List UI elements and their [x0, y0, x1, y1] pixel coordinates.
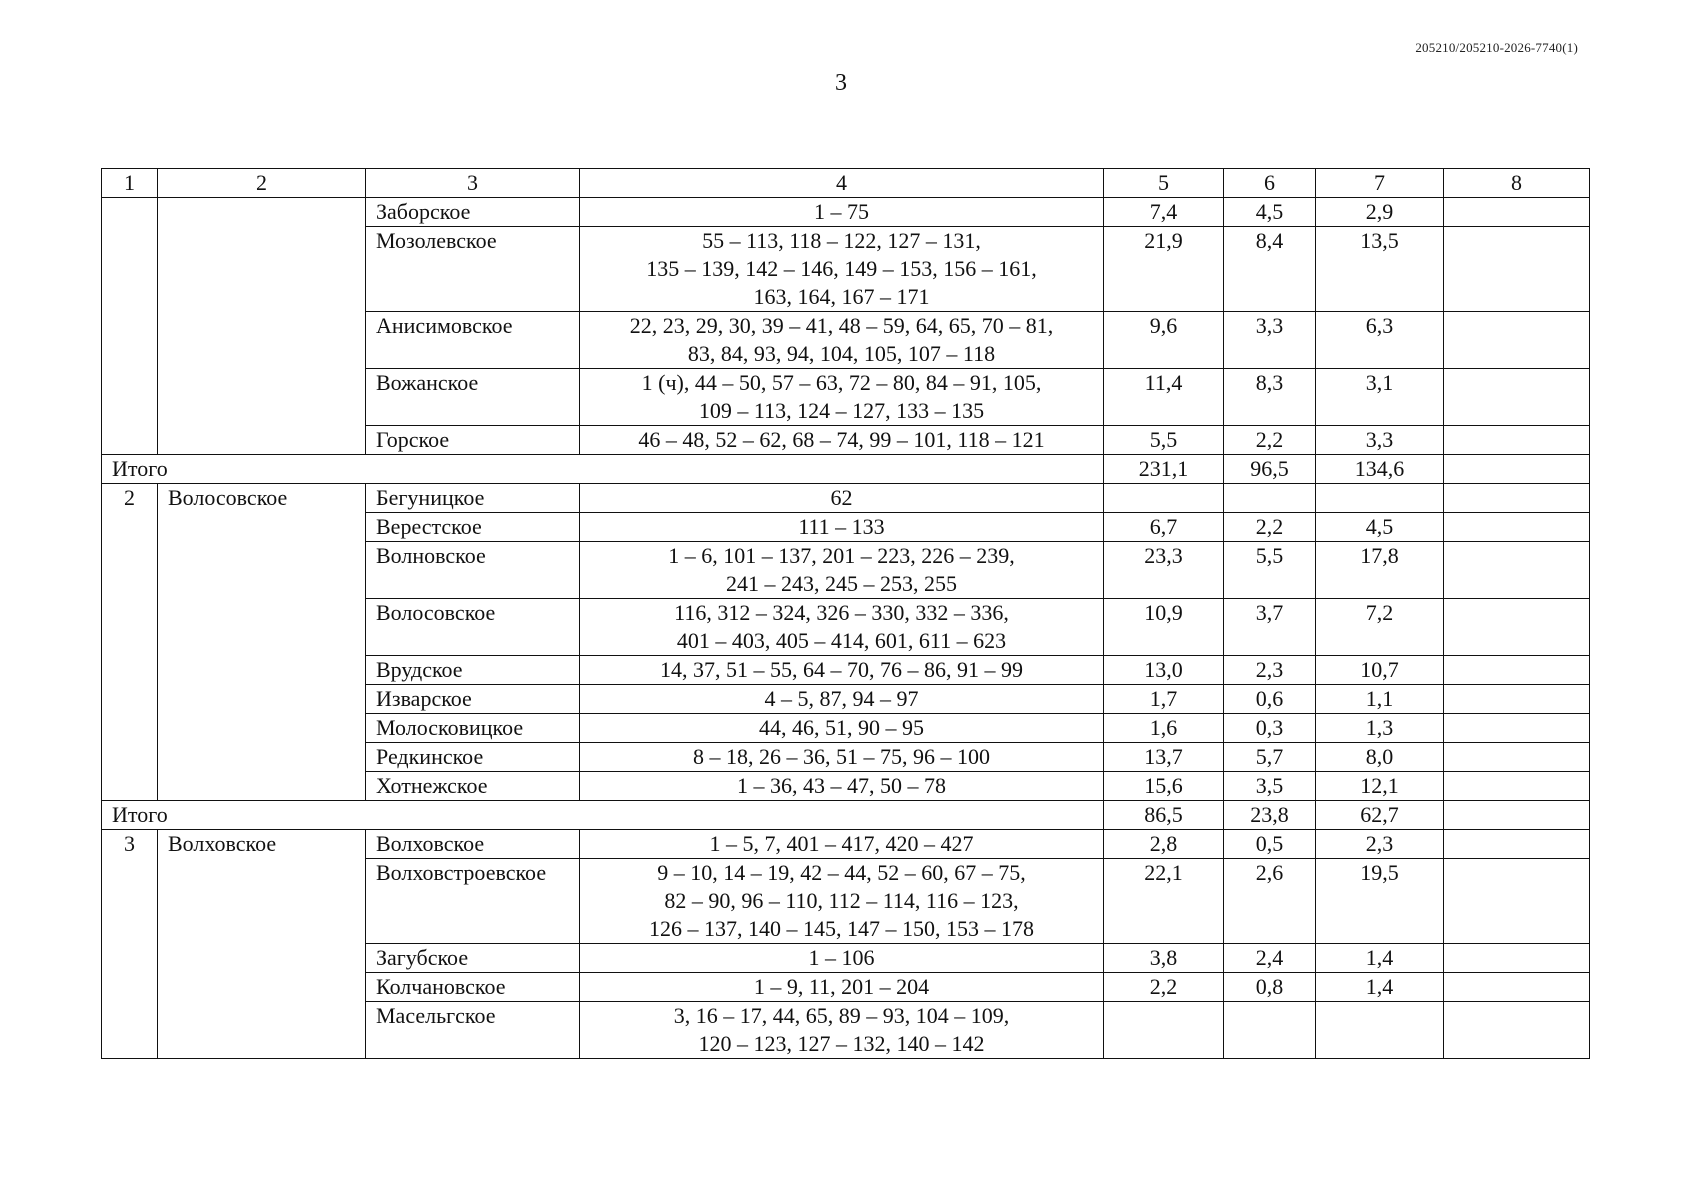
- value-cell-7: 3,3: [1316, 426, 1444, 455]
- document-id: 205210/205210-2026-7740(1): [1415, 40, 1578, 55]
- quarters-cell: [580, 227, 1104, 312]
- forestry-name-cell: Заборское: [366, 198, 580, 227]
- total-value-cell-5: 86,5: [1104, 801, 1224, 830]
- value-cell-8: [1444, 743, 1590, 772]
- value-cell-6: [1224, 484, 1316, 513]
- value-cell-8: [1444, 599, 1590, 656]
- quarters-line: 14, 37, 51 – 55, 64 – 70, 76 – 86, 91 – 99: [660, 657, 1023, 682]
- value-cell-6: 3,7: [1224, 599, 1316, 656]
- quarters-cell: [580, 859, 1104, 944]
- value-cell-7: [1316, 1002, 1444, 1059]
- value-cell-7: 1,4: [1316, 973, 1444, 1002]
- value-cell-7: 2,9: [1316, 198, 1444, 227]
- header-cell-1: 1: [102, 169, 158, 198]
- total-row: [102, 455, 1590, 484]
- quarters-cell: [580, 714, 1104, 743]
- value-cell-8: [1444, 772, 1590, 801]
- value-cell-8: [1444, 484, 1590, 513]
- value-cell-7: 17,8: [1316, 542, 1444, 599]
- value-cell-7: 1,3: [1316, 714, 1444, 743]
- forestry-name-cell: Вожанское: [366, 369, 580, 426]
- forestry-name-cell: Колчановское: [366, 973, 580, 1002]
- quarters-cell: [580, 1002, 1104, 1059]
- value-cell-5: 1,6: [1104, 714, 1224, 743]
- value-cell-6: 5,5: [1224, 542, 1316, 599]
- quarters-line: 62: [830, 485, 853, 510]
- header-row: [102, 169, 1590, 198]
- total-value-cell-6: 23,8: [1224, 801, 1316, 830]
- forestry-name-cell: Масельгское: [366, 1002, 580, 1059]
- value-cell-7: 3,1: [1316, 369, 1444, 426]
- quarters-line: 22, 23, 29, 30, 39 – 41, 48 – 59, 64, 65, 70 – 81,: [629, 313, 1054, 338]
- forestry-name-cell: Редкинское: [366, 743, 580, 772]
- value-cell-8: [1444, 369, 1590, 426]
- value-cell-5: 13,0: [1104, 656, 1224, 685]
- total-value-cell-7: 62,7: [1316, 801, 1444, 830]
- value-cell-6: 0,5: [1224, 830, 1316, 859]
- value-cell-6: 4,5: [1224, 198, 1316, 227]
- quarters-cell: [580, 369, 1104, 426]
- forestry-name-cell: Изварское: [366, 685, 580, 714]
- value-cell-8: [1444, 944, 1590, 973]
- quarters-line: 163, 164, 167 – 171: [753, 284, 930, 309]
- table-body: [102, 198, 1590, 1059]
- value-cell-6: 2,2: [1224, 426, 1316, 455]
- quarters-line: 82 – 90, 96 – 110, 112 – 114, 116 – 123,: [664, 888, 1019, 913]
- quarters-line: 83, 84, 93, 94, 104, 105, 107 – 118: [687, 341, 996, 366]
- value-cell-6: 3,3: [1224, 312, 1316, 369]
- district-name-cell: [158, 198, 366, 455]
- value-cell-7: 12,1: [1316, 772, 1444, 801]
- quarters-line: 8 – 18, 26 – 36, 51 – 75, 96 – 100: [693, 744, 990, 769]
- value-cell-6: 2,4: [1224, 944, 1316, 973]
- quarters-cell: [580, 685, 1104, 714]
- value-cell-7: 4,5: [1316, 513, 1444, 542]
- group-number-cell: [102, 198, 158, 455]
- value-cell-5: 6,7: [1104, 513, 1224, 542]
- value-cell-5: 13,7: [1104, 743, 1224, 772]
- forest-quarters-table: [101, 168, 1590, 1059]
- value-cell-8: [1444, 656, 1590, 685]
- quarters-line: 1 – 9, 11, 201 – 204: [753, 974, 930, 999]
- forestry-name-cell: Мозолевское: [366, 227, 580, 312]
- value-cell-5: 2,8: [1104, 830, 1224, 859]
- value-cell-5: 5,5: [1104, 426, 1224, 455]
- quarters-line: 9 – 10, 14 – 19, 42 – 44, 52 – 60, 67 – 75,: [657, 860, 1026, 885]
- quarters-line: 116, 312 – 324, 326 – 330, 332 – 336,: [674, 600, 1009, 625]
- value-cell-8: [1444, 973, 1590, 1002]
- quarters-cell: [580, 944, 1104, 973]
- value-cell-6: 2,2: [1224, 513, 1316, 542]
- total-label-cell: Итого: [102, 455, 1104, 484]
- value-cell-6: 0,8: [1224, 973, 1316, 1002]
- value-cell-7: 1,1: [1316, 685, 1444, 714]
- value-cell-8: [1444, 830, 1590, 859]
- value-cell-5: 2,2: [1104, 973, 1224, 1002]
- header-cell-7: 7: [1316, 169, 1444, 198]
- value-cell-8: [1444, 859, 1590, 944]
- value-cell-5: 7,4: [1104, 198, 1224, 227]
- total-value-cell-7: 134,6: [1316, 455, 1444, 484]
- value-cell-8: [1444, 542, 1590, 599]
- quarters-cell: [580, 426, 1104, 455]
- quarters-line: 1 (ч), 44 – 50, 57 – 63, 72 – 80, 84 – 91, 105,: [641, 370, 1042, 395]
- header-cell-6: 6: [1224, 169, 1316, 198]
- forestry-name-cell: Врудское: [366, 656, 580, 685]
- value-cell-5: 10,9: [1104, 599, 1224, 656]
- value-cell-7: 2,3: [1316, 830, 1444, 859]
- group-number-cell: 2: [102, 484, 158, 801]
- quarters-line: 1 – 75: [814, 199, 869, 224]
- quarters-line: 135 – 139, 142 – 146, 149 – 153, 156 – 161,: [646, 256, 1037, 281]
- quarters-cell: [580, 484, 1104, 513]
- quarters-cell: [580, 973, 1104, 1002]
- quarters-cell: [580, 312, 1104, 369]
- value-cell-5: 11,4: [1104, 369, 1224, 426]
- value-cell-8: [1444, 227, 1590, 312]
- quarters-cell: [580, 743, 1104, 772]
- value-cell-8: [1444, 312, 1590, 369]
- forestry-name-cell: Анисимовское: [366, 312, 580, 369]
- quarters-line: 46 – 48, 52 – 62, 68 – 74, 99 – 101, 118 – 121: [638, 427, 1045, 452]
- quarters-line: 55 – 113, 118 – 122, 127 – 131,: [702, 228, 981, 253]
- quarters-line: 4 – 5, 87, 94 – 97: [764, 686, 919, 711]
- quarters-cell: [580, 198, 1104, 227]
- quarters-line: 120 – 123, 127 – 132, 140 – 142: [698, 1031, 985, 1056]
- quarters-line: 401 – 403, 405 – 414, 601, 611 – 623: [676, 628, 1007, 653]
- table-row: [102, 484, 1590, 513]
- total-value-cell-8: [1444, 455, 1590, 484]
- value-cell-6: 2,3: [1224, 656, 1316, 685]
- forestry-name-cell: Молосковицкое: [366, 714, 580, 743]
- value-cell-6: 8,3: [1224, 369, 1316, 426]
- value-cell-7: 7,2: [1316, 599, 1444, 656]
- quarters-cell: [580, 599, 1104, 656]
- value-cell-8: [1444, 513, 1590, 542]
- total-row: [102, 801, 1590, 830]
- forestry-name-cell: Волосовское: [366, 599, 580, 656]
- total-value-cell-8: [1444, 801, 1590, 830]
- forestry-name-cell: Волховстроевское: [366, 859, 580, 944]
- total-value-cell-5: 231,1: [1104, 455, 1224, 484]
- forestry-name-cell: Загубское: [366, 944, 580, 973]
- value-cell-7: 13,5: [1316, 227, 1444, 312]
- value-cell-7: 1,4: [1316, 944, 1444, 973]
- forestry-name-cell: Верестское: [366, 513, 580, 542]
- value-cell-5: 15,6: [1104, 772, 1224, 801]
- value-cell-6: 2,6: [1224, 859, 1316, 944]
- quarters-cell: [580, 542, 1104, 599]
- value-cell-8: [1444, 714, 1590, 743]
- page-number: 3: [835, 70, 847, 96]
- forestry-name-cell: Горское: [366, 426, 580, 455]
- quarters-cell: [580, 772, 1104, 801]
- header-cell-4: 4: [580, 169, 1104, 198]
- quarters-cell: [580, 656, 1104, 685]
- group-number-cell: 3: [102, 830, 158, 1059]
- quarters-line: 3, 16 – 17, 44, 65, 89 – 93, 104 – 109,: [673, 1003, 1010, 1028]
- value-cell-8: [1444, 1002, 1590, 1059]
- quarters-line: 111 – 133: [798, 514, 885, 539]
- value-cell-5: 21,9: [1104, 227, 1224, 312]
- value-cell-5: 3,8: [1104, 944, 1224, 973]
- forestry-name-cell: Волновское: [366, 542, 580, 599]
- table-row: [102, 198, 1590, 227]
- value-cell-5: [1104, 484, 1224, 513]
- quarters-line: 241 – 243, 245 – 253, 255: [726, 571, 957, 596]
- value-cell-8: [1444, 685, 1590, 714]
- header-cell-8: 8: [1444, 169, 1590, 198]
- total-value-cell-6: 96,5: [1224, 455, 1316, 484]
- quarters-line: 126 – 137, 140 – 145, 147 – 150, 153 – 178: [649, 916, 1034, 941]
- quarters-line: 109 – 113, 124 – 127, 133 – 135: [698, 398, 985, 423]
- value-cell-6: 0,6: [1224, 685, 1316, 714]
- header-cell-2: 2: [158, 169, 366, 198]
- value-cell-7: 19,5: [1316, 859, 1444, 944]
- total-label-cell: Итого: [102, 801, 1104, 830]
- value-cell-8: [1444, 198, 1590, 227]
- value-cell-6: 0,3: [1224, 714, 1316, 743]
- value-cell-5: 23,3: [1104, 542, 1224, 599]
- value-cell-5: [1104, 1002, 1224, 1059]
- value-cell-5: 9,6: [1104, 312, 1224, 369]
- table-row: [102, 830, 1590, 859]
- quarters-line: 1 – 5, 7, 401 – 417, 420 – 427: [709, 831, 974, 856]
- value-cell-6: 8,4: [1224, 227, 1316, 312]
- header-cell-3: 3: [366, 169, 580, 198]
- forestry-name-cell: Волховское: [366, 830, 580, 859]
- forestry-name-cell: Хотнежское: [366, 772, 580, 801]
- quarters-line: 1 – 36, 43 – 47, 50 – 78: [737, 773, 946, 798]
- quarters-line: 1 – 6, 101 – 137, 201 – 223, 226 – 239,: [668, 543, 1015, 568]
- value-cell-7: 6,3: [1316, 312, 1444, 369]
- value-cell-7: 10,7: [1316, 656, 1444, 685]
- value-cell-6: 5,7: [1224, 743, 1316, 772]
- value-cell-5: 22,1: [1104, 859, 1224, 944]
- header-cell-5: 5: [1104, 169, 1224, 198]
- value-cell-7: [1316, 484, 1444, 513]
- district-name-cell: Волосовское: [158, 484, 366, 801]
- district-name-cell: Волховское: [158, 830, 366, 1059]
- value-cell-7: 8,0: [1316, 743, 1444, 772]
- forestry-name-cell: Бегуницкое: [366, 484, 580, 513]
- value-cell-6: 3,5: [1224, 772, 1316, 801]
- quarters-cell: [580, 513, 1104, 542]
- quarters-line: 44, 46, 51, 90 – 95: [759, 715, 924, 740]
- quarters-cell: [580, 830, 1104, 859]
- value-cell-6: [1224, 1002, 1316, 1059]
- value-cell-5: 1,7: [1104, 685, 1224, 714]
- quarters-line: 1 – 106: [808, 945, 875, 970]
- value-cell-8: [1444, 426, 1590, 455]
